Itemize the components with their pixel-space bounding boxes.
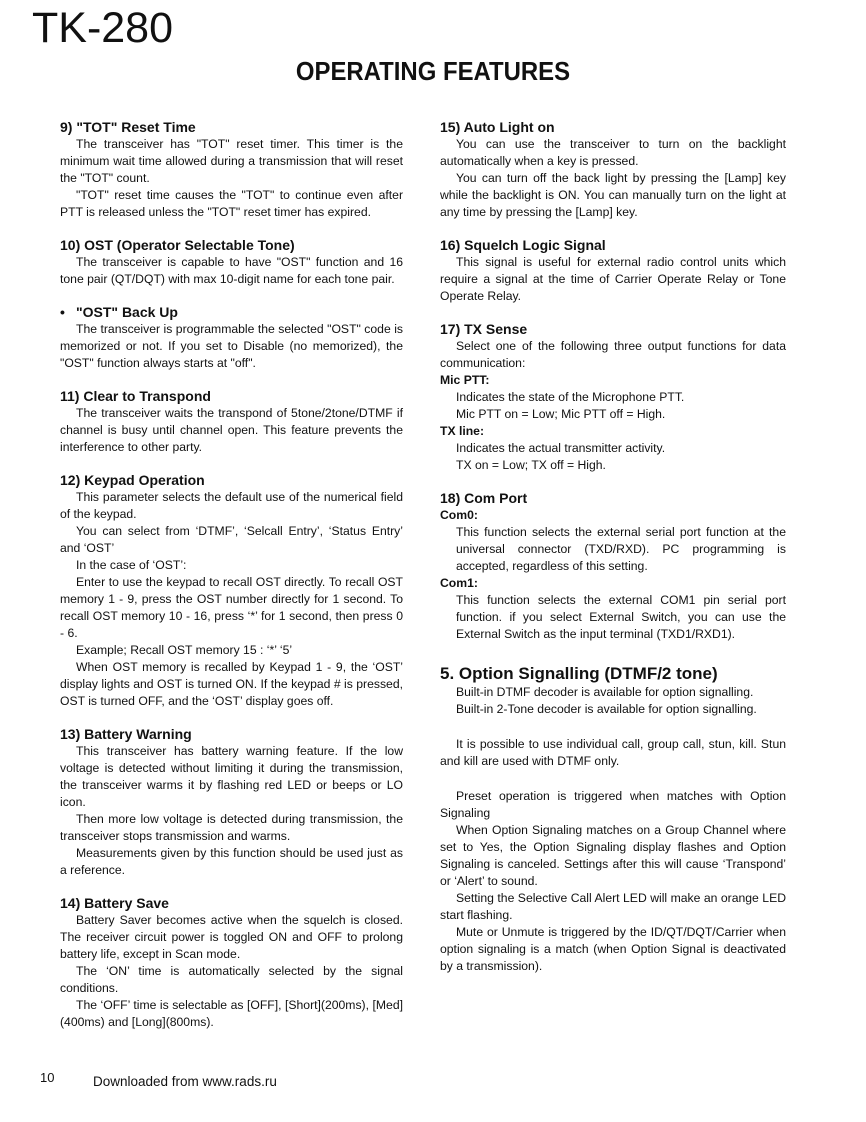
section-heading: 14) Battery Save xyxy=(60,895,169,911)
paragraph: It is possible to use individual call, group call, stun, kill. Stun and kill are used with DTMF only. xyxy=(440,737,786,768)
section-heading xyxy=(60,303,403,321)
com1-label: Com1: xyxy=(440,576,478,590)
paragraph: When OST memory is recalled by Keypad 1 - 9, the ‘OST’ display lights and OST is turned ON. If the keypad # is pressed, OST is turned OFF, and the ‘OST’ display goes off. xyxy=(60,660,403,708)
paragraph: Battery Saver becomes active when the squelch is closed. The receiver circuit power is toggled ON and OFF to prolong battery life, except in Scan mode. xyxy=(60,913,403,961)
section-com-port xyxy=(440,489,786,643)
page-number: 10 xyxy=(40,1070,55,1085)
section-ost-backup xyxy=(60,303,403,372)
section-auto-light xyxy=(440,118,786,221)
bullet-icon: • xyxy=(60,304,65,320)
com0-label: Com0: xyxy=(440,508,478,522)
section-heading: 9) "TOT" Reset Time xyxy=(60,119,196,135)
section-heading: 15) Auto Light on xyxy=(440,119,555,135)
paragraph: Then more low voltage is detected during transmission, the transceiver stops transmission and warms. xyxy=(60,812,403,843)
paragraph: Preset operation is triggered when matches with Option Signaling xyxy=(440,789,786,820)
heading-text: "OST" Back Up xyxy=(76,304,178,320)
section-squelch-logic xyxy=(440,236,786,305)
section-heading: 16) Squelch Logic Signal xyxy=(440,237,606,253)
mic-ptt-label: Mic PTT: xyxy=(440,373,490,387)
paragraph: You can turn off the back light by pressing the [Lamp] key while the backlight is ON. You can manually turn on the light at any time by pressing the [Lamp] key. xyxy=(440,171,786,219)
section-battery-save xyxy=(60,894,403,1031)
paragraph: When Option Signaling matches on a Group Channel where set to Yes, the Option Signaling display flashes and Option Signaling is canceled. Settings after this will cause ‘Transpond’ or ‘Alert’ to sound. xyxy=(440,823,786,888)
section-heading: 17) TX Sense xyxy=(440,321,528,337)
paragraph: Mic PTT on = Low; Mic PTT off = High. xyxy=(456,407,666,421)
section-heading: 10) OST (Operator Selectable Tone) xyxy=(60,237,295,253)
chapter-heading: 5. Option Signalling (DTMF/2 tone) xyxy=(440,664,718,683)
paragraph: Indicates the state of the Microphone PTT. xyxy=(456,390,685,404)
section-heading: 11) Clear to Transpond xyxy=(60,388,211,404)
paragraph: TX on = Low; TX off = High. xyxy=(456,458,606,472)
download-note: Downloaded from www.rads.ru xyxy=(93,1074,277,1089)
paragraph: Measurements given by this function should be used just as a reference. xyxy=(60,846,403,877)
paragraph: You can use the transceiver to turn on the backlight automatically when a key is pressed. xyxy=(440,137,786,168)
paragraph: Enter to use the keypad to recall OST directly. To recall OST memory 1 - 9, press the OST number directly for 1 second. To recall OST memory 10 - 16, press ‘*’ for 1 second, then press 0 - 6. xyxy=(60,575,403,640)
paragraph: Indicates the actual transmitter activity. xyxy=(456,441,666,455)
paragraph: This function selects the external serial port function at the universal connector (TXD/RXD). PC programming is accepted, regardless of this setting. xyxy=(456,525,786,573)
paragraph: The transceiver is capable to have "OST" function and 16 tone pair (QT/DQT) with max 10-digit name for each tone pair. xyxy=(60,255,403,286)
section-heading: 12) Keypad Operation xyxy=(60,472,205,488)
page-title: OPERATING FEATURES xyxy=(295,56,571,86)
paragraph: The transceiver is programmable the selected "OST" code is memorized or not. If you set to Disable (no memorized), the "OST" function always starts at "off". xyxy=(60,322,403,370)
section-option-signalling xyxy=(440,663,786,975)
paragraph: Built-in 2-Tone decoder is available for option signalling. xyxy=(456,702,757,716)
spacer xyxy=(440,770,786,788)
paragraph: The transceiver waits the transpond of 5tone/2tone/DTMF if channel is busy until channel open. This feature prevents the interference to other party. xyxy=(60,406,403,454)
model-name: TK-280 xyxy=(32,4,174,52)
paragraph: You can select from ‘DTMF’, ‘Selcall Entry’, ‘Status Entry’ and ‘OST’ xyxy=(60,524,403,555)
section-ost xyxy=(60,236,403,288)
paragraph: Select one of the following three output functions for data communication: xyxy=(440,339,786,370)
paragraph: This transceiver has battery warning feature. If the low voltage is detected without limiting it during the transmission, the transceiver warms it by flashing red LED or beeps or LO icon. xyxy=(60,744,403,809)
paragraph: The transceiver has "TOT" reset timer. This timer is the minimum wait time allowed during a transmission that will reset the "TOT" count. xyxy=(60,137,403,185)
right-column xyxy=(440,118,786,990)
paragraph: The ‘ON’ time is automatically selected by the signal conditions. xyxy=(60,964,403,995)
paragraph: The ‘OFF’ time is selectable as [OFF], [Short](200ms), [Med](400ms) and [Long](800ms). xyxy=(60,998,403,1029)
paragraph: Setting the Selective Call Alert LED will make an orange LED start flashing. xyxy=(440,891,786,922)
section-battery-warning xyxy=(60,725,403,879)
section-clear-to-transpond xyxy=(60,387,403,456)
paragraph: "TOT" reset time causes the "TOT" to continue even after PTT is released unless the "TOT" reset timer has expired. xyxy=(60,188,403,219)
paragraph: Mute or Unmute is triggered by the ID/QT/DQT/Carrier when option signaling is a match (when Option Signal is deactivated by a transmission). xyxy=(440,925,786,973)
spacer xyxy=(440,718,786,736)
section-tot-reset xyxy=(60,118,403,221)
paragraph: Built-in DTMF decoder is available for option signalling. xyxy=(456,685,754,699)
section-heading: 13) Battery Warning xyxy=(60,726,192,742)
section-heading: 18) Com Port xyxy=(440,490,528,506)
paragraph: This function selects the external COM1 pin serial port function. if you select External Switch, you can use the External Switch as the input terminal (TXD1/RXD1). xyxy=(456,593,786,641)
paragraph: In the case of ‘OST’: xyxy=(76,558,187,572)
section-keypad-operation xyxy=(60,471,403,710)
paragraph: This signal is useful for external radio control units which require a signal at the time of Carrier Operate Relay or Tone Operate Relay. xyxy=(440,255,786,303)
paragraph: This parameter selects the default use of the numerical field of the keypad. xyxy=(60,490,403,521)
left-column xyxy=(60,118,403,1046)
section-tx-sense xyxy=(440,320,786,474)
paragraph: Example; Recall OST memory 15 : ‘*’ ‘5’ xyxy=(76,643,293,657)
tx-line-label: TX line: xyxy=(440,424,485,438)
